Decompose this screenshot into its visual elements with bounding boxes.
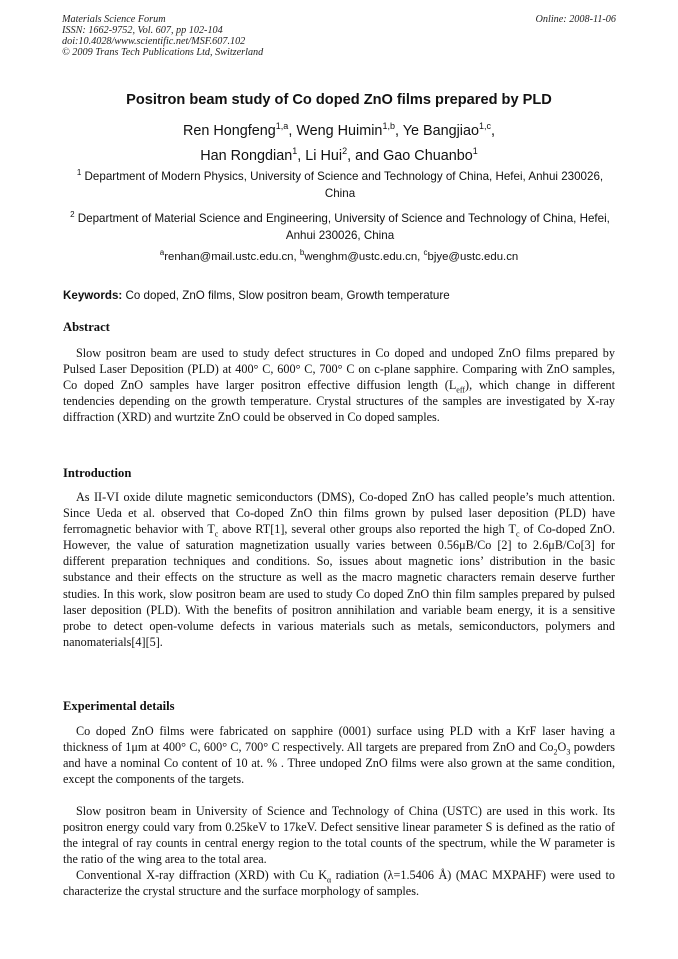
author-name: Han Rongdian	[200, 147, 293, 164]
text-run: As II-VI oxide dilute magnetic semiconductors (DMS), Co-doped ZnO has called people’s much attention. Since Ueda et al. observed that Co-doped ZnO thin films grown by pulsed laser deposition (PLD) have ferromagnetic behavior with T	[63, 490, 615, 537]
experimental-paragraph-3	[63, 867, 615, 899]
email-link[interactable]: renhan@mail.ustc.edu.cn,	[164, 250, 297, 263]
text-run: Slow positron beam are used to study defect structures in Co doped and undoped ZnO films prepared by Pulsed Laser Deposition (PLD) at 400° C, 600° C, 700° C on c-plane sapphire. Comparing with ZnO samples, Co doped ZnO samples have larger positron effective diffusion length (L	[63, 346, 615, 393]
author-list	[0, 116, 678, 166]
author-name: Weng Huimin	[296, 122, 383, 139]
keywords-label: Keywords:	[63, 289, 123, 302]
online-date: Online: 2008-11-06	[535, 14, 616, 25]
author-sup: 1,a	[275, 121, 289, 131]
text-run: Co doped ZnO films were fabricated on sapphire (0001) surface using PLD with a KrF laser having a thickness of 1μm at 400° C, 600° C, 700° C respectively. All targets are prepared from ZnO and Co	[63, 724, 615, 755]
keywords-text: Co doped, ZnO films, Slow positron beam, Growth temperature	[125, 289, 450, 302]
text-run: of Co-doped ZnO. However, the value of saturation magnetization usually varies between 0.56μB/Co [2] to 2.6μB/Co[3] for different preparation techniques and conditions. So, issues about magnetic ions’ distribution in the basic substance and their effects on the structure as well as the macro magnetic characters remain deserve further studies. In this work, slow positron beam are used to study Co doped ZnO thin film samples prepared by pulsed laser deposition (PLD). With the benefits of positron annihilation and variable beam energy, it is a sensitive probe to detect open-volume defects in various materials such as metals, semiconductors, polymers and nanomaterials[4][5].	[63, 522, 615, 649]
text-run: above RT[1], several other groups also reported the high T	[218, 522, 516, 537]
experimental-paragraph-2: Slow positron beam in University of Science and Technology of China (USTC) are used in this work. Its positron energy could vary from 0.25keV to 17keV. Defect sensitive linear parameter S is defined as the ratio of the integral of ray counts in central energy region to the total counts of the spectrum, while the W parameter is the ratio of the wing area to the total area.	[63, 804, 615, 867]
text-run: Conventional X-ray diffraction (XRD) with Cu K	[76, 868, 327, 882]
author-sup: 1,b	[382, 121, 395, 131]
doi: doi:10.4028/www.scientific.net/MSF.607.102	[62, 36, 246, 47]
email-mark: a	[159, 248, 165, 257]
experimental-paragraph-1	[63, 723, 615, 787]
email-link[interactable]: bjye@ustc.edu.cn	[427, 250, 519, 263]
journal-header	[62, 14, 616, 58]
email-mark: c	[423, 248, 428, 257]
author-sup: 1	[292, 145, 298, 156]
subscript: 2	[553, 747, 558, 757]
subscript: c	[214, 529, 219, 539]
text-run: powders and have a nominal Co content of 10 at. % . Three undoped ZnO films were also grown at the same condition, except the components of the targets.	[63, 740, 615, 787]
text-run: radiation (λ=1.5406 Å) (MAC MXPAHF) were used to characterize the crystal structure and the surface morphology of samples.	[63, 868, 615, 899]
copyright: © 2009 Trans Tech Publications Ltd, Switzerland	[62, 47, 264, 58]
author-name: Li Hui	[305, 147, 343, 164]
issn: ISSN: 1662-9752, Vol. 607, pp 102-104	[62, 25, 223, 36]
text-run: O	[557, 740, 567, 755]
subscript: eff	[456, 385, 466, 395]
author-sup: 1	[472, 145, 478, 156]
affiliation-2	[70, 206, 610, 244]
author-line-1: Ren Hongfeng$^{1,a}$, Weng Huimin$^{1,b}$, Ye Bangjiao$^{1,c}$,	[182, 121, 496, 139]
subscript: 3	[566, 747, 571, 757]
subscript: c	[515, 529, 520, 539]
author-sup: 1,c	[479, 121, 492, 131]
introduction-heading: Introduction	[63, 466, 132, 480]
abstract-paragraph	[63, 345, 615, 425]
abstract-heading: Abstract	[63, 320, 110, 334]
email-mark: b	[299, 248, 305, 257]
email-link[interactable]: wenghm@ustc.edu.cn,	[304, 250, 421, 263]
affiliation-text: Department of Modern Physics, University of Science and Technology of China, Hefei, Anhui 230026, China	[84, 169, 604, 200]
keywords	[63, 289, 617, 302]
affiliation-mark: 1	[76, 168, 82, 177]
journal-name: Materials Science Forum	[62, 14, 166, 25]
introduction-paragraph	[63, 489, 615, 650]
author-emails	[62, 248, 616, 263]
paper-title: Positron beam study of Co doped ZnO films prepared by PLD	[126, 92, 552, 108]
affiliation-text: Department of Material Science and Engineering, University of Science and Technology of China, Hefei, Anhui 230026, China	[77, 211, 610, 242]
affiliation-mark: 2	[70, 210, 75, 219]
affiliation-1	[70, 164, 610, 202]
subscript: α	[327, 875, 332, 885]
author-name: Ye Bangjiao	[402, 122, 479, 139]
author-name: Ren Hongfeng	[182, 122, 276, 139]
experimental-heading: Experimental details	[63, 699, 175, 713]
author-name: and Gao Chuanbo	[355, 147, 473, 164]
text-run: ), which change in different tendencies depending on the growth temperature. Crystal structures of the samples are investigated by X-ray diffraction (XRD) and wurtzite ZnO could be observed in Co doped samples.	[63, 378, 615, 425]
author-sup: 2	[342, 145, 348, 156]
author-line-2: Han Rongdian$^1$, Li Hui$^2$, and Gao Chuanbo$^1$	[200, 145, 478, 164]
